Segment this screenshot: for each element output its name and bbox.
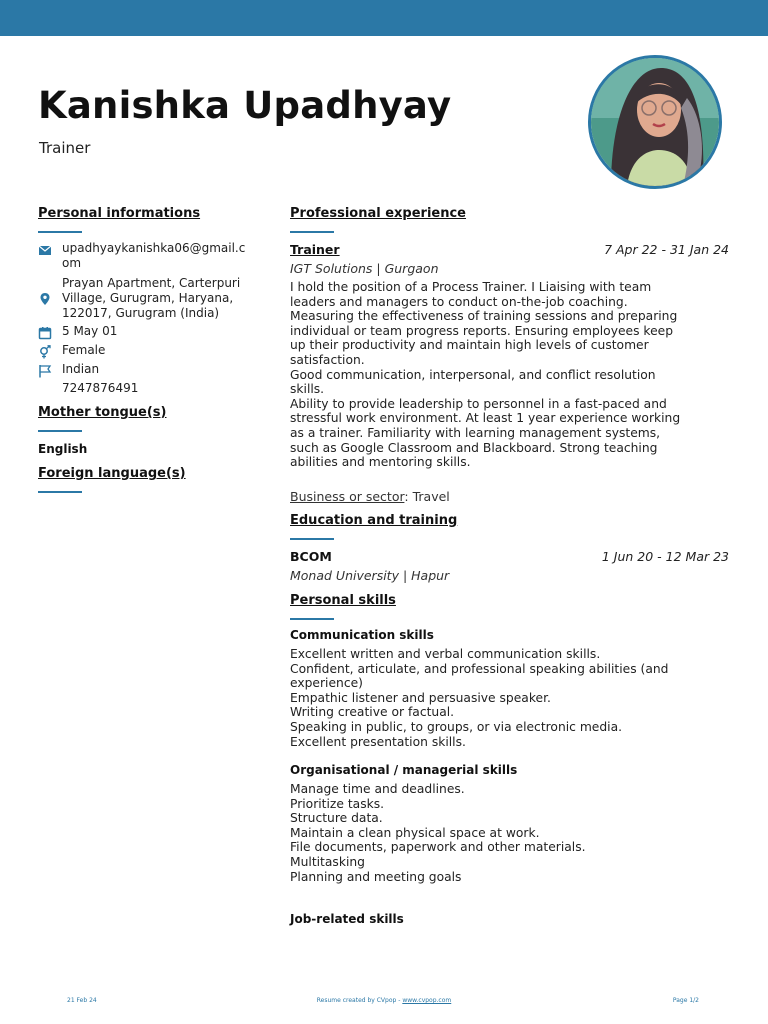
address-row (38, 276, 268, 321)
footer-credit (0, 997, 768, 1004)
education-dates: 1 Jun 20 - 12 Mar 23 (601, 549, 729, 564)
profile-photo-illustration (591, 58, 719, 186)
email-link[interactable]: upadhyaykanishka06@gmail.c om (62, 241, 246, 270)
top-accent-bar (0, 0, 768, 36)
organisational-skills-heading: Organisational / managerial skills (290, 763, 518, 777)
dob-row (38, 324, 268, 340)
nationality-text: Indian (62, 362, 100, 376)
address-text: Prayan Apartment, Carterpuri Village, Gurugram, Haryana, 122017, Gurugram (India) (62, 276, 241, 320)
phone-text: 7247876491 (62, 381, 139, 395)
footer-credit-text: Resume created by CVpop - (316, 997, 403, 1004)
experience-company: IGT Solutions | Gurgaon (290, 261, 439, 276)
skills-heading: Personal skills (290, 593, 396, 608)
email-row (38, 241, 268, 271)
personal-info-rule (38, 231, 82, 233)
candidate-title: Trainer (39, 139, 91, 157)
education-rule (290, 538, 334, 540)
education-school: Monad University | Hapur (290, 568, 450, 583)
mother-tongue-value: English (38, 442, 88, 456)
experience-dates: 7 Apr 22 - 31 Jan 24 (604, 242, 729, 257)
communication-skills-heading: Communication skills (290, 628, 434, 642)
gender-text: Female (62, 343, 106, 357)
experience-heading: Professional experience (290, 206, 467, 221)
profile-photo (588, 55, 722, 189)
footer-page-number: Page 1/2 (672, 997, 699, 1004)
organisational-skills-text: Manage time and deadlines. Prioritize tasks. Structure data. Maintain a clean physical space at work. File documents, paperwork and other materials. Multitasking Planning and meeting goals (290, 782, 586, 884)
gender-icon (38, 345, 52, 359)
envelope-icon (38, 243, 52, 257)
phone-row (38, 381, 268, 397)
calendar-icon (38, 326, 52, 340)
footer-date: 21 Feb 24 (67, 997, 97, 1004)
business-sector-label: Business or sector (290, 489, 405, 504)
education-heading: Education and training (290, 513, 458, 528)
job-related-skills-heading: Job-related skills (290, 912, 404, 926)
footer-credit-link[interactable]: www.cvpop.com (402, 997, 452, 1004)
business-sector-value: : Travel (404, 489, 450, 504)
gender-row (38, 343, 268, 359)
business-sector (290, 489, 450, 504)
candidate-name: Kanishka Upadhyay (38, 84, 452, 127)
mother-tongue-heading: Mother tongue(s) (38, 405, 167, 420)
communication-skills-text: Excellent written and verbal communication skills. Confident, articulate, and professional speaking abilities (and experience) Empathic listener and persuasive speaker. Writing creative or factual. Speaking in public, to groups, or via electronic media. Excellent presentation skills. (290, 647, 669, 749)
nationality-row (38, 362, 268, 378)
phone-icon-placeholder (38, 383, 52, 397)
location-pin-icon (38, 292, 52, 306)
personal-info-heading: Personal informations (38, 206, 201, 221)
experience-rule (290, 231, 334, 233)
skills-rule (290, 618, 334, 620)
mother-tongue-rule (38, 430, 82, 432)
flag-icon (38, 364, 52, 378)
foreign-language-rule (38, 491, 82, 493)
foreign-language-heading: Foreign language(s) (38, 466, 186, 481)
experience-role: Trainer (290, 242, 340, 257)
dob-text: 5 May 01 (62, 324, 118, 338)
education-degree: BCOM (290, 549, 332, 564)
experience-description: I hold the position of a Process Trainer. I Liaising with team leaders and managers to conduct on-the-job coaching. Measuring the effectiveness of training sessions and preparing individual or team progress reports. Ensuring employees keep up their productivity and maintain high levels of customer satisfaction. Good communication, interpersonal, and conflict resolution skills. Ability to provide leadership to personnel in a fast-paced and stressful work environment. At least 1 year experience working as a trainer. Familiarity with learning management systems, such as Google Classroom and Blackboard. Strong teaching abilities and mentoring skills. (290, 280, 681, 470)
